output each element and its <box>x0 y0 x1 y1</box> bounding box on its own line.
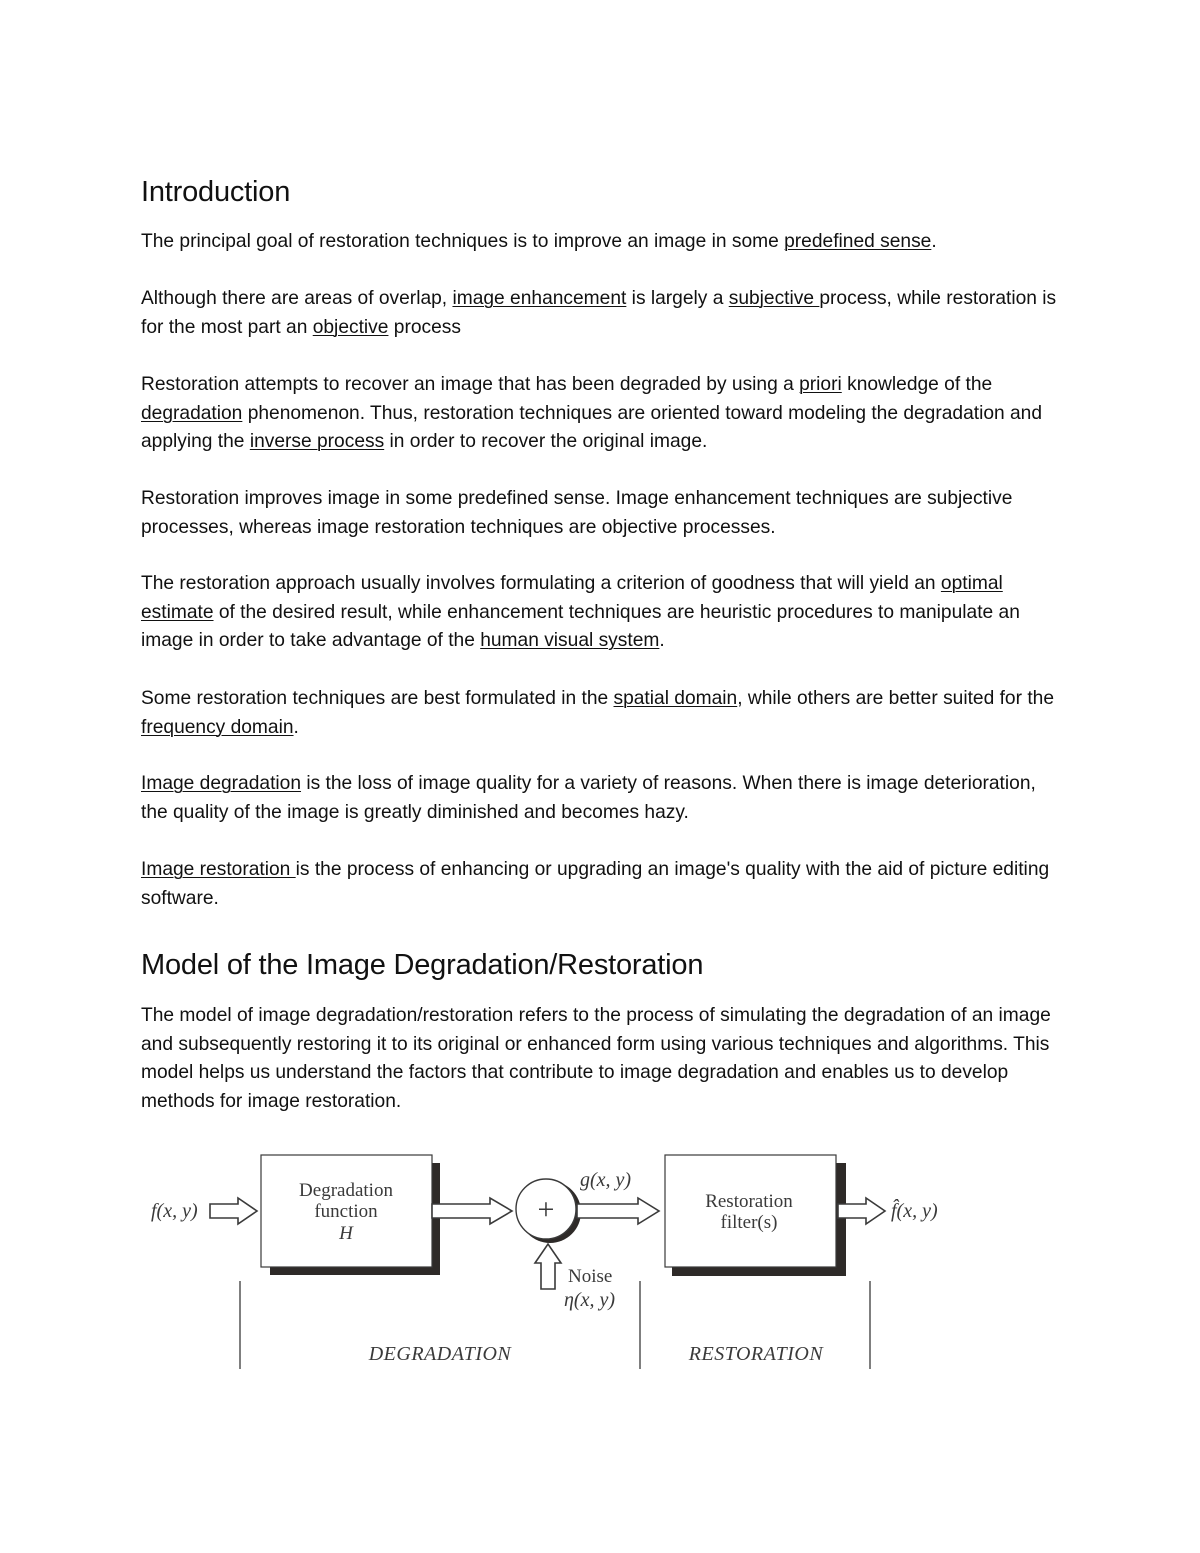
text-run: , while others are better suited for the <box>737 688 1054 709</box>
text-run: The model of image degradation/restoration refers to the process of simulating the degradation of an image and subsequently restoring it to its original or enhanced form using various techniques and algorithms. This model helps us understand the factors that contribute to image degradation and enables us to develop methods for image restoration. <box>141 1005 1051 1112</box>
paragraph <box>141 228 1061 257</box>
degradation-function-box <box>261 1155 440 1275</box>
noise-symbol: η(x, y) <box>564 1289 615 1311</box>
restoration-box-line1: Restoration <box>705 1191 793 1212</box>
paragraph <box>141 1002 1061 1116</box>
underlined-term: optimal estimate <box>141 573 1003 623</box>
text-run: is largely a <box>626 288 729 309</box>
arrow-input-icon <box>210 1198 257 1224</box>
intermediate-label: g(x, y) <box>580 1169 632 1191</box>
text-run: Although there are areas of overlap, <box>141 288 453 309</box>
paragraph <box>141 685 1061 742</box>
section-heading-introduction: Introduction <box>141 176 291 208</box>
underlined-term: Image restoration <box>141 859 296 880</box>
noise-label: Noise <box>568 1266 613 1287</box>
text-run: phenomenon. Thus, restoration techniques are oriented toward modeling the degradation and applying the <box>141 402 1043 453</box>
underlined-term: Image degradation <box>141 773 302 794</box>
paragraph <box>141 856 1061 913</box>
arrow-to-restoration-icon <box>577 1198 659 1224</box>
underlined-term: inverse process <box>249 431 385 453</box>
degradation-box-line2: function <box>314 1201 378 1222</box>
degradation-restoration-diagram <box>140 1148 960 1373</box>
underlined-term: objective <box>312 316 389 338</box>
text-run: process <box>388 316 461 338</box>
section-heading-model: Model of the Image Degradation/Restoration <box>141 949 704 981</box>
text-run: . <box>931 231 937 252</box>
underlined-term: subjective <box>728 288 820 309</box>
text-run: . <box>293 716 299 738</box>
stage-degradation-label: DEGRADATION <box>368 1343 512 1365</box>
adder-plus-icon: + <box>537 1193 555 1226</box>
text-run: . <box>659 630 665 652</box>
text-run: in order to recover the original image. <box>384 431 708 453</box>
underlined-term: image enhancement <box>452 288 627 309</box>
input-label: f(x, y) <box>151 1200 198 1222</box>
paragraph <box>141 570 1061 656</box>
text-run: Restoration improves image in some predefined sense. Image enhancement techniques are subjective processes, whereas image restoration techniques are objective processes. <box>141 488 1013 538</box>
adder-node <box>516 1179 581 1243</box>
underlined-term: spatial domain <box>613 688 738 709</box>
paragraph <box>141 770 1061 827</box>
output-label: f̂(x, y) <box>891 1200 938 1222</box>
text-run: is the loss of image quality for a variety of reasons. When there is image deterioration, the quality of the image is greatly diminished and becomes hazy. <box>141 773 1036 823</box>
paragraph <box>141 285 1061 342</box>
underlined-term: human visual system <box>480 630 660 652</box>
underlined-term: predefined sense <box>784 231 932 252</box>
text-run: The restoration approach usually involves formulating a criterion of goodness that will yield an <box>141 573 941 594</box>
text-run: The principal goal of restoration techniques is to improve an image in some <box>141 231 785 252</box>
restoration-box-line2: filter(s) <box>720 1212 778 1233</box>
underlined-term: priori <box>799 374 842 395</box>
text-run: process, while restoration is for the most part an <box>141 288 1057 338</box>
arrow-noise-icon <box>535 1244 561 1289</box>
text-run: knowledge of the <box>841 374 993 395</box>
arrow-to-adder-icon <box>432 1198 512 1224</box>
degradation-box-line3: H <box>339 1223 353 1244</box>
text-run: is the process of enhancing or upgrading an image's quality with the aid of picture editing software. <box>141 859 1050 909</box>
degradation-box-line1: Degradation <box>299 1180 393 1201</box>
text-run: Some restoration techniques are best formulated in the <box>141 688 614 709</box>
stage-restoration-label: RESTORATION <box>688 1343 824 1365</box>
text-run: Restoration attempts to recover an image that has been degraded by using a <box>141 374 800 395</box>
paragraph <box>141 485 1061 542</box>
underlined-term: degradation <box>141 402 243 424</box>
underlined-term: frequency domain <box>141 716 294 738</box>
restoration-filter-box <box>665 1155 846 1276</box>
text-run: of the desired result, while enhancement techniques are heuristic procedures to manipulate an image in order to take advantage of the <box>141 601 1020 652</box>
paragraph <box>141 371 1061 457</box>
